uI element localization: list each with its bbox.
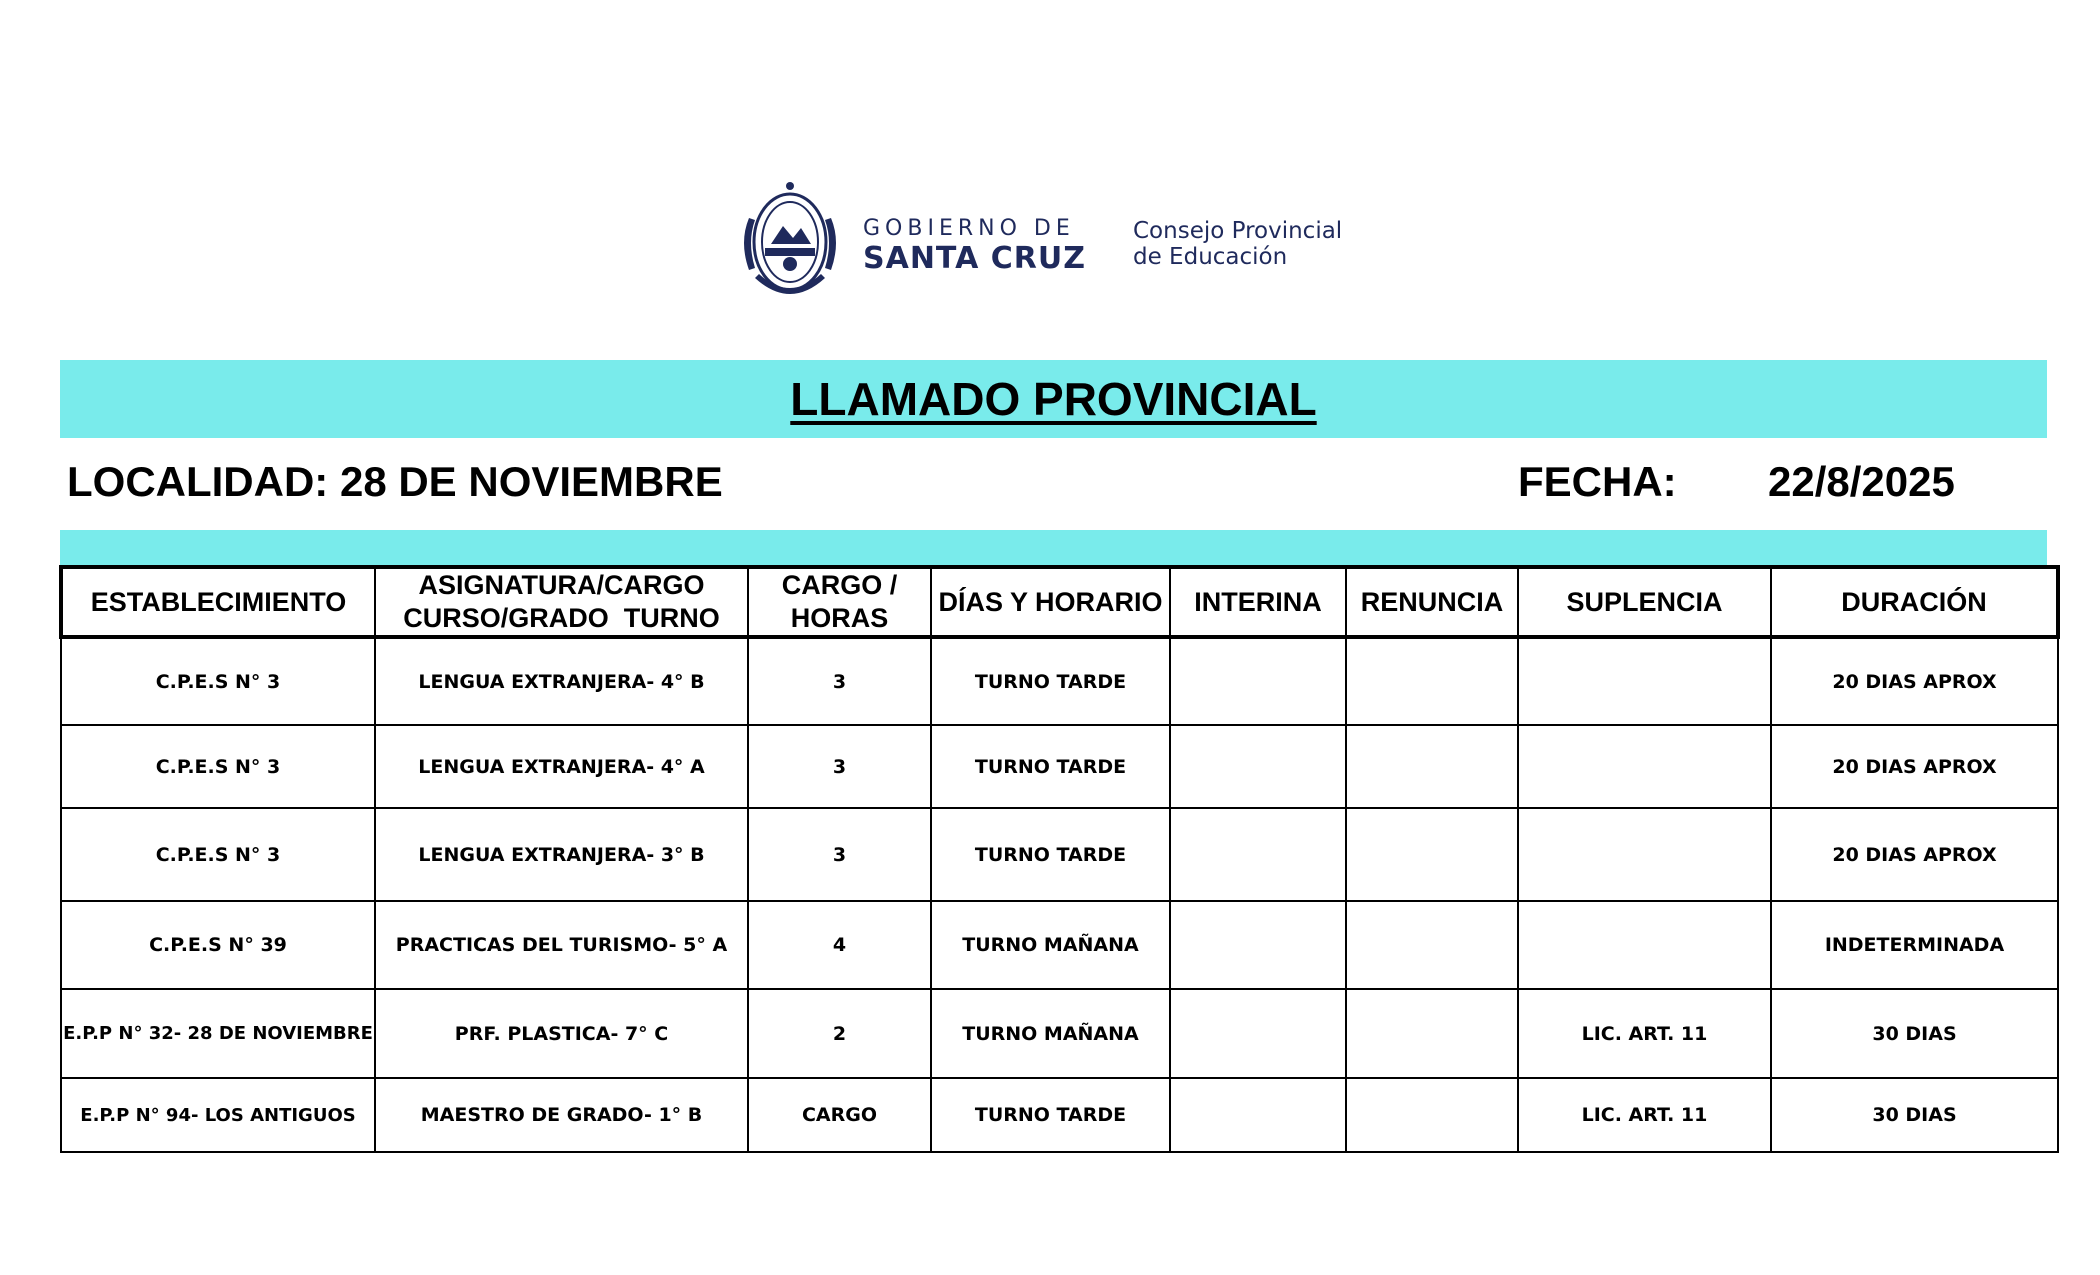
localidad-label: LOCALIDAD: 28 DE NOVIEMBRE — [67, 458, 723, 505]
cell-renuncia — [1346, 808, 1518, 901]
gobierno-santa-cruz-brand — [863, 216, 1086, 276]
cell-dias: TURNO MAÑANA — [931, 901, 1170, 989]
cell-establecimiento: E.P.P N° 94- LOS ANTIGUOS — [61, 1078, 375, 1152]
cell-asignatura: MAESTRO DE GRADO- 1° B — [375, 1078, 748, 1152]
cell-renuncia — [1346, 725, 1518, 808]
cell-dias: TURNO MAÑANA — [931, 989, 1170, 1078]
col-asignatura-line1: ASIGNATURA/CARGO — [418, 570, 705, 600]
col-duracion: DURACIÓN — [1771, 567, 2058, 637]
gov-line1: GOBIERNO DE — [863, 216, 1075, 241]
cell-cargo: 4 — [748, 901, 931, 989]
col-cargo — [748, 567, 931, 637]
table-row — [61, 989, 2058, 1078]
col-cargo-line1: CARGO / — [781, 570, 898, 600]
cell-cargo: 3 — [748, 725, 931, 808]
cell-dias: TURNO TARDE — [931, 808, 1170, 901]
cell-dias: TURNO TARDE — [931, 1078, 1170, 1152]
cell-duracion: 20 DIAS APROX — [1771, 725, 2058, 808]
cell-renuncia — [1346, 637, 1518, 725]
page-title: LLAMADO PROVINCIAL — [790, 373, 1317, 425]
cell-interina — [1170, 725, 1346, 808]
cell-interina — [1170, 808, 1346, 901]
cell-duracion: 20 DIAS APROX — [1771, 637, 2058, 725]
cell-interina — [1170, 1078, 1346, 1152]
cell-duracion: INDETERMINADA — [1771, 901, 2058, 989]
col-asignatura — [375, 567, 748, 637]
cell-interina — [1170, 901, 1346, 989]
cell-asignatura: LENGUA EXTRANJERA- 4° A — [375, 725, 748, 808]
cell-suplencia: LIC. ART. 11 — [1518, 1078, 1771, 1152]
cell-establecimiento: C.P.E.S N° 3 — [61, 637, 375, 725]
cell-interina — [1170, 989, 1346, 1078]
consejo-line1: Consejo Provincial — [1133, 218, 1343, 244]
cell-establecimiento: C.P.E.S N° 3 — [61, 725, 375, 808]
cell-renuncia — [1346, 901, 1518, 989]
fecha-value: 22/8/2025 — [1768, 458, 1955, 505]
cell-duracion: 30 DIAS — [1771, 989, 2058, 1078]
table-row — [61, 637, 2058, 725]
col-establecimiento: ESTABLECIMIENTO — [61, 567, 375, 637]
col-renuncia: RENUNCIA — [1346, 567, 1518, 637]
col-dias: DÍAS Y HORARIO — [931, 567, 1170, 637]
header-logos — [735, 178, 1375, 313]
cell-asignatura: LENGUA EXTRANJERA- 4° B — [375, 637, 748, 725]
cell-suplencia: LIC. ART. 11 — [1518, 989, 1771, 1078]
cell-asignatura: LENGUA EXTRANJERA- 3° B — [375, 808, 748, 901]
cell-asignatura: PRACTICAS DEL TURISMO- 5° A — [375, 901, 748, 989]
cell-cargo: 2 — [748, 989, 931, 1078]
cell-dias: TURNO TARDE — [931, 725, 1170, 808]
fecha-label: FECHA: — [1518, 458, 1677, 505]
table-row — [61, 808, 2058, 901]
cell-duracion: 20 DIAS APROX — [1771, 808, 2058, 901]
cell-dias: TURNO TARDE — [931, 637, 1170, 725]
cell-interina — [1170, 637, 1346, 725]
cell-cargo: 3 — [748, 808, 931, 901]
cell-duracion: 30 DIAS — [1771, 1078, 2058, 1152]
vacancies-table — [59, 565, 2060, 1153]
table-row — [61, 725, 2058, 808]
table-row — [61, 901, 2058, 989]
title-band — [60, 360, 2047, 438]
col-cargo-line2: HORAS — [790, 603, 889, 633]
santa-cruz-crest-icon — [735, 178, 845, 313]
cell-establecimiento: E.P.P N° 32- 28 DE NOVIEMBRE — [61, 989, 375, 1078]
cell-renuncia — [1346, 989, 1518, 1078]
col-interina: INTERINA — [1170, 567, 1346, 637]
cell-renuncia — [1346, 1078, 1518, 1152]
consejo-provincial-brand — [1133, 218, 1342, 270]
table-row — [61, 1078, 2058, 1152]
cell-suplencia — [1518, 637, 1771, 725]
consejo-line2: de Educación — [1133, 244, 1288, 270]
cell-suplencia — [1518, 808, 1771, 901]
table-header-row — [61, 567, 2058, 637]
cell-suplencia — [1518, 901, 1771, 989]
cell-asignatura: PRF. PLASTICA- 7° C — [375, 989, 748, 1078]
cell-cargo: 3 — [748, 637, 931, 725]
cell-cargo: CARGO — [748, 1078, 931, 1152]
gov-line2: SANTA CRUZ — [863, 241, 1086, 276]
sub-band — [60, 530, 2047, 565]
cell-establecimiento: C.P.E.S N° 3 — [61, 808, 375, 901]
col-suplencia: SUPLENCIA — [1518, 567, 1771, 637]
cell-suplencia — [1518, 725, 1771, 808]
col-asignatura-line2: CURSO/GRADO TURNO — [403, 603, 720, 633]
cell-establecimiento: C.P.E.S N° 39 — [61, 901, 375, 989]
